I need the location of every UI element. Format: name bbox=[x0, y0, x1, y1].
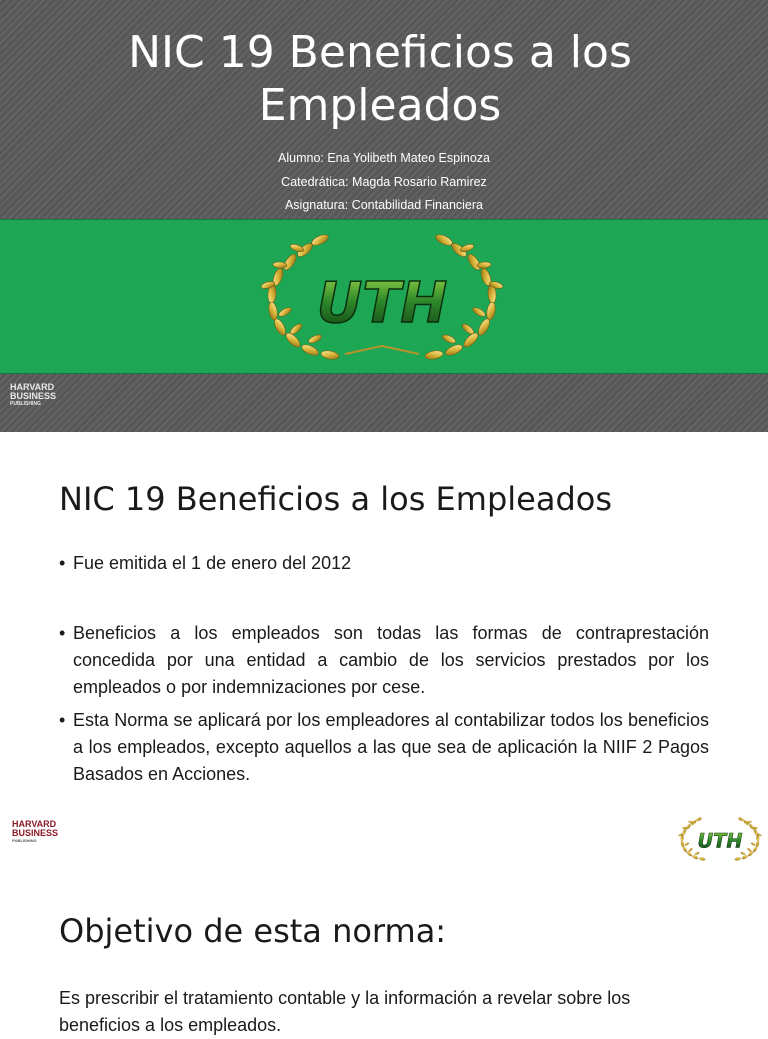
hbp-line-3: PUBLISHING bbox=[10, 401, 41, 407]
hbp-line-1: HARVARD bbox=[10, 382, 55, 392]
uth-laurel-logo bbox=[260, 230, 504, 364]
bullet-item bbox=[59, 550, 709, 577]
uth-logo-text: UTH bbox=[697, 829, 743, 853]
bullet-text: Esta Norma se aplicará por los empleadores al contabilizar todos los beneficios a los empleados, excepto aquellos a las que sea de aplicación la NIIF 2 Pagos Basados en Acciones. bbox=[73, 710, 709, 784]
slide-heading: NIC 19 Beneficios a los Empleados bbox=[59, 480, 612, 518]
student-name: Alumno: Ena Yolibeth Mateo Espinoza bbox=[278, 151, 490, 165]
content-slide bbox=[0, 432, 768, 864]
harvard-publishing-logo bbox=[10, 383, 68, 415]
bullet-item bbox=[59, 620, 709, 701]
hbp-line-1: HARVARD bbox=[12, 819, 57, 829]
bullet-text: Beneficios a los empleados son todas las formas de contraprestación concedida por una entidad a cambio de los servicios prestados por los empleados o por indemnizaciones por cese. bbox=[73, 623, 709, 697]
bullet-item bbox=[59, 707, 709, 788]
slide-subtitle-block bbox=[120, 147, 648, 218]
subject-name: Asignatura: Contabilidad Financiera bbox=[284, 198, 484, 212]
hbp-line-3: PUBLISHING bbox=[12, 838, 37, 843]
title-slide bbox=[0, 0, 768, 432]
teacher-name: Catedrática: Magda Rosario Ramirez bbox=[281, 174, 487, 189]
hbp-line-2: BUSINESS bbox=[10, 391, 57, 401]
bullet-icon: • bbox=[59, 553, 66, 573]
harvard-publishing-logo bbox=[12, 820, 72, 842]
uth-laurel-logo-small bbox=[678, 812, 762, 866]
slide-heading: Objetivo de esta norma: bbox=[59, 912, 447, 950]
hbp-line-2: BUSINESS bbox=[12, 828, 59, 838]
objective-slide bbox=[0, 864, 768, 1035]
bullet-text: Fue emitida el 1 de enero del 2012 bbox=[73, 553, 352, 573]
uth-logo-text: UTH bbox=[316, 271, 448, 336]
slide-body-text: Es prescribir el tratamiento contable y la información a revelar sobre los beneficios a los empleados. bbox=[59, 988, 631, 1035]
slide-title: NIC 19 Beneficios a los Empleados bbox=[128, 27, 632, 131]
bullet-list bbox=[59, 550, 709, 788]
bullet-icon: • bbox=[59, 623, 66, 643]
bullet-icon: • bbox=[59, 710, 66, 730]
